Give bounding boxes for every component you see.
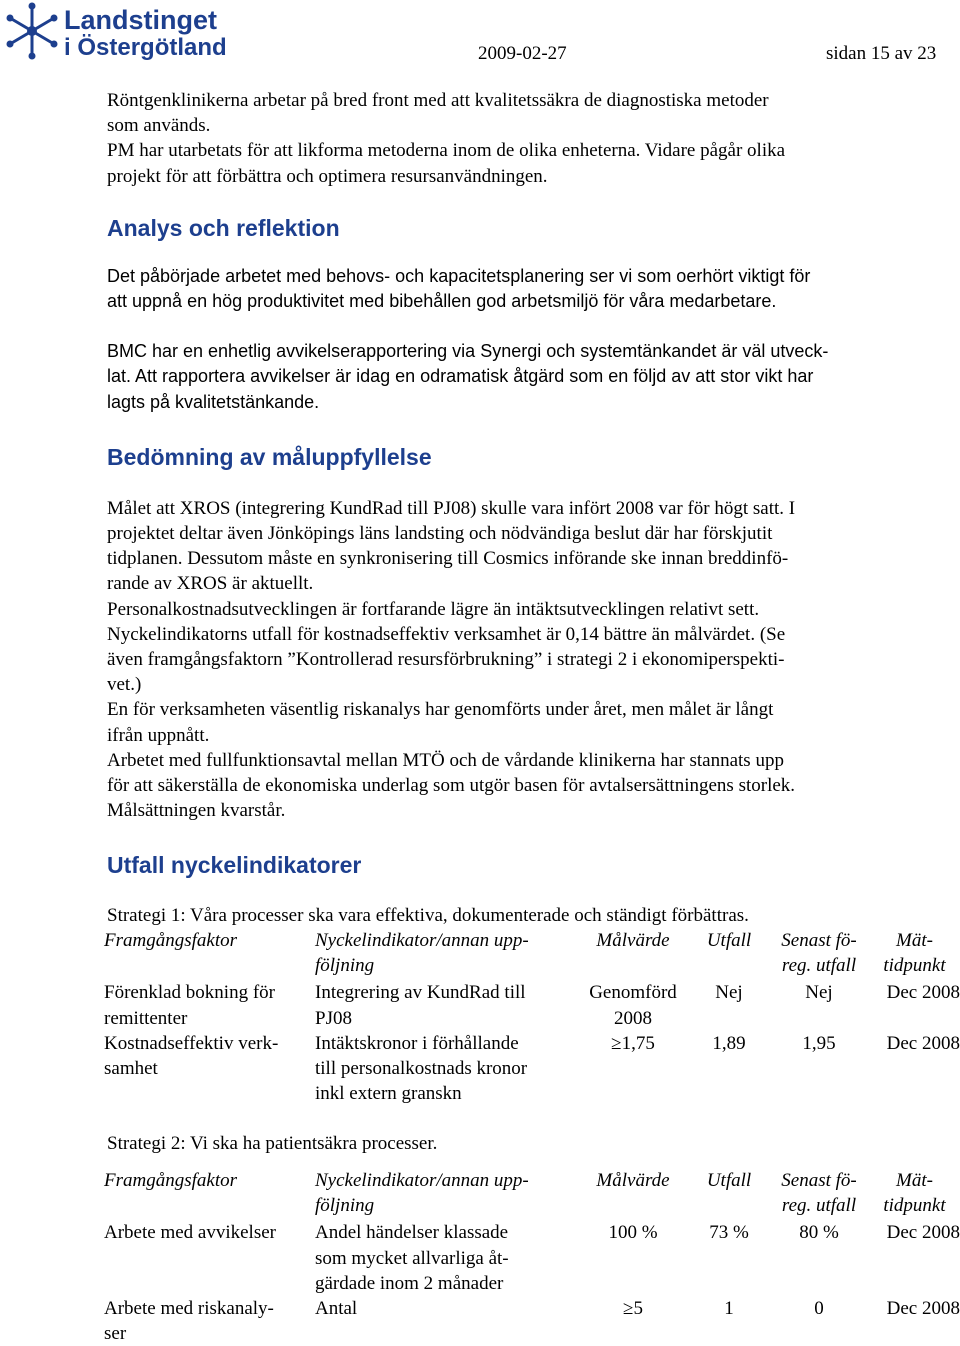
analys-paragraph-2 [107,339,907,415]
cell-target [577,980,689,1030]
cell-text: inkl extern granskn [315,1083,462,1105]
strategy-2-title: Strategi 2: Vi ska ha patientsäkra processer. [107,1133,438,1154]
col-header-factor: Framgångsfaktor [104,930,237,951]
text-line: Röntgenklinikerna arbetar på bred front med att kvalitetssäkra de diagnostiska metoder [107,90,769,111]
cell-previous: 1,95 [802,1032,836,1054]
text-line: som används. [107,115,211,137]
text-line: rande av XROS är aktuellt. [107,573,314,595]
table-header-row [104,928,960,978]
col-header-text: reg. utfall [781,1195,857,1217]
text-line: Nyckelindikatorns utfall för kostnadseffektiv verksamhet är 0,14 bättre än målvärdet. (Se [107,623,786,645]
cell-text: PJ08 [315,1007,352,1029]
cell-previous: 80 % [799,1222,839,1244]
col-header-factor: Framgångsfaktor [104,1170,237,1191]
kpi-table-strategy-2 [104,1168,960,1346]
col-header-previous [769,928,869,978]
col-header-text: Mät- [896,930,933,951]
text-line: projekt för att förbättra och optimera resursanvändningen. [107,165,548,187]
logo-star-icon [7,3,58,60]
intro-paragraph-1 [107,88,907,138]
logo-text-line2: i Östergötland [64,34,227,61]
cell-outcome: 1,89 [712,1032,746,1054]
cell-text: Genomförd [589,982,677,1004]
text-line: Målet att XROS (integrering KundRad till PJ08) skulle vara infört 2008 var för högt satt. I [107,497,796,519]
col-header-indicator [315,928,577,978]
cell-target: ≥5 [623,1298,643,1320]
cell-text: Integrering av KundRad till [315,982,526,1004]
text-line: ifrån uppnått. [107,724,210,746]
cell-text: remittenter [104,1007,188,1029]
text-line: att uppnå en hög produktivitet med bibehållen god arbetsmiljö för våra medarbetare. [107,291,777,312]
heading-bedomning: Bedömning av måluppfyllelse [107,443,432,470]
logo-graphic [2,0,242,62]
strategy-1-title: Strategi 1: Våra processer ska vara effektiva, dokumenterade och ständigt förbättras. [107,905,749,927]
text-line: Det påbörjade arbetet med behovs- och kapacitetsplanering ser vi som oerhört viktigt för [107,265,811,286]
cell-target: ≥1,75 [611,1032,655,1054]
text-line: lat. Att rapportera avvikelser är idag en odramatisk åtgärd som en följd av att stor vikt har [107,366,814,387]
cell-outcome: 1 [724,1298,734,1320]
analys-paragraph-1 [107,264,907,314]
cell-time: Dec 2008 [886,1222,960,1244]
cell-previous: 0 [814,1298,824,1320]
col-header-text: följning [315,1195,375,1217]
heading-analys: Analys och reflektion [107,214,340,241]
text-line: Arbetet med fullfunktionsavtal mellan MTÖ och de vårdande klinikerna har stannats upp [107,749,784,771]
col-header-time [869,1168,960,1218]
col-header-text: Senast fö- [781,1170,857,1191]
cell-time: Dec 2008 [886,1298,960,1320]
text-line: projektet deltar även Jönköpings läns landsting och nödvändiga beslut där har förskjutit [107,523,773,545]
cell-text: som mycket allvarliga åt- [315,1247,509,1269]
text-line: Målsättningen kvarstår. [107,800,286,822]
cell-time: Dec 2008 [886,982,960,1004]
cell-text: samhet [104,1058,158,1080]
text-line: PM har utarbetats för att likforma metoderna inom de olika enheterna. Vidare pågår olika [107,140,786,162]
header-page-number: sidan 15 av 23 [826,43,937,64]
cell-time: Dec 2008 [886,1032,960,1054]
table-row [104,980,960,1030]
cell-text: Kostnadseffektiv verk- [104,1032,279,1054]
text-line: BMC har en enhetlig avvikelserapportering via Synergi och systemtänkandet är väl utveck- [107,341,829,362]
text-line: för att säkerställa de ekonomiska underlag som utgör basen för avtalsersättningens storlek. [107,775,796,797]
col-header-text: följning [315,955,375,977]
table-row [104,1031,960,1107]
text-line: tidplanen. Dessutom måste en synkronisering till Cosmics införande ske innan breddinfö- [107,548,789,570]
document-body [107,88,907,929]
cell-factor: Arbete med avvikelser [104,1222,276,1244]
cell-factor [104,1296,315,1346]
col-header-text: reg. utfall [781,955,857,977]
intro-paragraph-2 [107,138,907,188]
cell-text: gärdade inom 2 månader [315,1272,504,1294]
col-header-text: Nyckelindikator/annan upp- [315,1170,529,1191]
text-line: Personalkostnadsutvecklingen är fortfarande lägre än intäktsutvecklingen relativt sett. [107,598,760,620]
cell-text: till personalkostnads kronor [315,1058,528,1080]
header-date: 2009-02-27 [478,43,567,64]
col-header-indicator [315,1168,577,1218]
cell-text: Förenklad bokning för [104,982,275,1004]
cell-factor [104,980,315,1030]
col-header-text: Mät- [896,1170,933,1191]
bedomning-paragraph [107,496,907,824]
cell-text: Arbete med riskanaly- [104,1298,274,1320]
col-header-previous [769,1168,869,1218]
cell-target: 100 % [608,1222,658,1244]
col-header-outcome: Utfall [706,1170,752,1191]
cell-text: Intäktskronor i förhållande [315,1032,519,1054]
heading-utfall: Utfall nyckelindikatorer [107,852,362,879]
col-header-target: Målvärde [596,1170,670,1191]
table-row [104,1220,960,1296]
cell-text: ser [104,1323,127,1345]
organization-logo [2,0,242,62]
table-header-row [104,1168,960,1218]
cell-outcome: 73 % [709,1222,749,1244]
col-header-text: tidpunkt [883,955,946,977]
text-line: En för verksamheten väsentlig riskanalys har genomförts under året, men målet är långt [107,699,774,721]
logo-text-line1: Landstinget [64,5,217,35]
col-header-time [869,928,960,978]
text-line: vet.) [107,674,142,696]
col-header-text: Nyckelindikator/annan upp- [315,930,529,951]
col-header-outcome: Utfall [706,930,752,951]
col-header-text: Senast fö- [781,930,857,951]
cell-outcome: Nej [715,982,743,1004]
col-header-text: tidpunkt [883,1195,946,1217]
kpi-table-strategy-1 [104,928,960,1106]
cell-factor [104,1031,315,1107]
cell-indicator [315,1220,577,1296]
text-line: lagts på kvalitetstänkande. [107,391,320,412]
text-line: även framgångsfaktorn ”Kontrollerad resursförbrukning” i strategi 2 i ekonomiperspekti- [107,649,785,671]
cell-indicator: Antal [315,1298,358,1320]
cell-text: Andel händelser klassade [315,1222,509,1244]
cell-previous: Nej [805,982,833,1004]
cell-indicator [315,980,577,1030]
table-row [104,1296,960,1346]
cell-text: 2008 [614,1007,652,1029]
col-header-target: Målvärde [596,930,670,951]
cell-indicator [315,1031,577,1107]
